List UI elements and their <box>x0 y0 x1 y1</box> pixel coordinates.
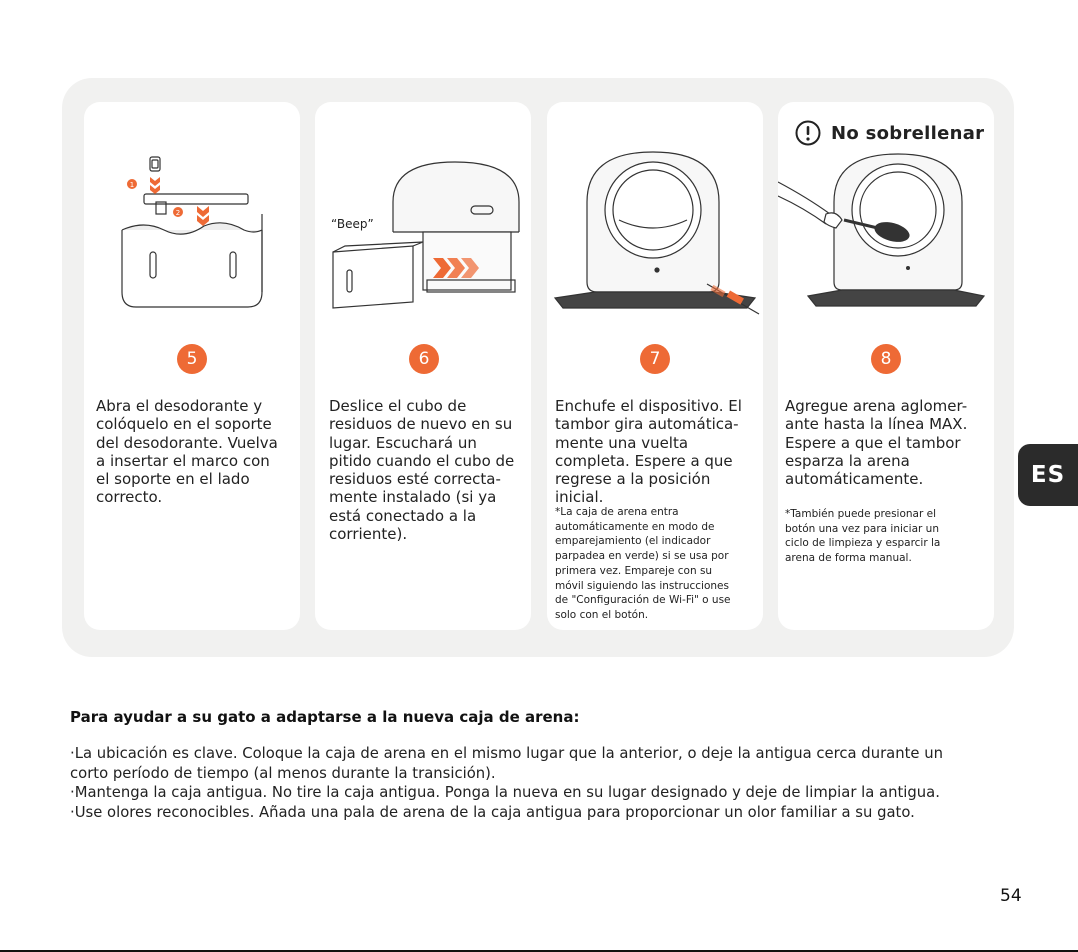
tip-line: ·La ubicación es clave. Coloque la caja de arena en el mismo lugar que la anterior, o deje la antigua cerca durante un <box>70 745 943 762</box>
step-number-8: 8 <box>871 344 901 374</box>
tips-list <box>70 744 1010 822</box>
step-text-6: Deslice el cubo de residuos de nuevo en su lugar. Escuchará un pitido cuando el cubo de residuos esté correcta- mente instalado (si ya está conectado a la corriente). <box>329 397 515 544</box>
step-note-7: *La caja de arena entra automáticamente en modo de emparejamiento (el indicador parpadea en verde) si se usa por primera vez. Empareje con su móvil siguiendo las instrucciones de "Configuración de Wi-Fi" o use solo con el botón. <box>555 506 731 621</box>
deodorizer-illustration <box>84 102 300 332</box>
step-number-5: 5 <box>177 344 207 374</box>
waste-bin-illustration <box>315 102 531 332</box>
svg-text:1: 1 <box>129 181 135 189</box>
tips-title: Para ayudar a su gato a adaptarse a la nueva caja de arena: <box>70 708 580 726</box>
overfill-warning-label: No sobrellenar <box>831 122 985 144</box>
step-text-5: Abra el desodorante y colóquelo en el soporte del desodorante. Vuelva a insertar el marco con el soporte en el lado correcto. <box>96 397 278 507</box>
tip-line: ·Use olores reconocibles. Añada una pala de arena de la caja antigua para proporcionar un olor familiar a su gato. <box>70 803 915 821</box>
step-text-7: Enchufe el dispositivo. El tambor gira automática- mente una vuelta completa. Espere a que regrese a la posición inicial. <box>555 397 742 507</box>
language-tab: ES <box>1018 444 1078 506</box>
step-number-7: 7 <box>640 344 670 374</box>
step-number-6: 6 <box>409 344 439 374</box>
svg-text:2: 2 <box>175 209 181 217</box>
tip-line: corto período de tiempo (al menos durante la transición). <box>70 764 496 782</box>
overfill-warning <box>795 120 984 146</box>
step-note-8: *También puede presionar el botón una vez para iniciar un ciclo de limpieza y esparcir la arena de forma manual. <box>785 508 941 565</box>
plug-in-illustration <box>547 102 763 332</box>
tip-line: ·Mantenga la caja antigua. No tire la caja antigua. Ponga la nueva en su lugar designado y deje de limpiar la antigua. <box>70 784 940 802</box>
exclamation-circle-icon <box>795 120 821 146</box>
beep-callout: “Beep” <box>331 217 374 231</box>
step-text-8: Agregue arena aglomer- ante hasta la línea MAX. Espere a que el tambor esparza la arena automáticamente. <box>785 397 968 489</box>
page-number: 54 <box>1000 886 1022 906</box>
